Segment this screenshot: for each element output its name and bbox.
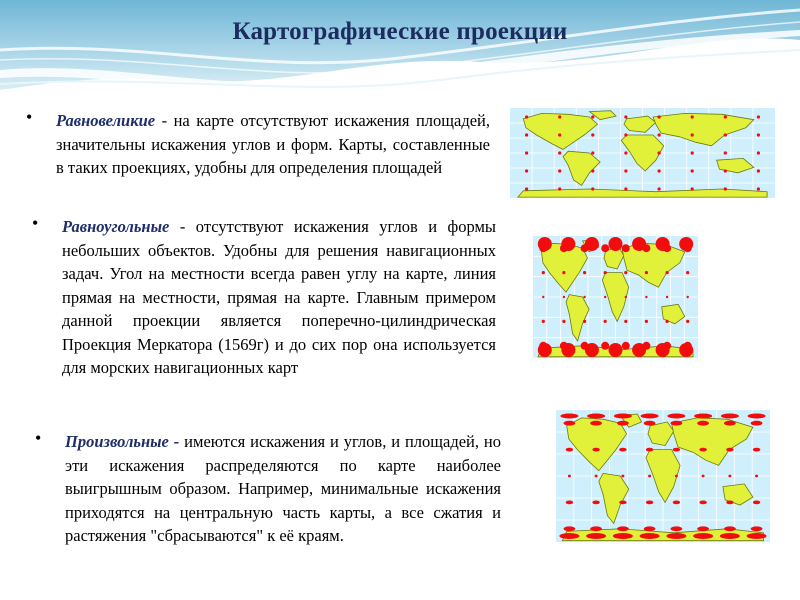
- mercator-map-image: [533, 236, 698, 358]
- header-wave-decoration: [0, 0, 800, 100]
- section-arbitrary-text: [65, 430, 501, 548]
- section-term: Произвольные -: [65, 432, 180, 451]
- section-description: имеются искажения и углов, и площадей, но эти искажения распределяются по карте наиболее выигрышным образом. Например, минимальные искажения приходятся на центральную часть карты, а все сжатия и растяжения "сбрасываются" к её краям.: [65, 432, 501, 545]
- section-conformal-text: [62, 215, 496, 380]
- section-equal-area-text: [56, 109, 490, 180]
- page-title: Картографические проекции: [232, 18, 568, 45]
- map-graphic: [556, 410, 770, 542]
- section-term: Равновеликие: [56, 111, 156, 130]
- arbitrary-projection-map-image: [556, 410, 770, 542]
- section-description: - отсутствуют искажения углов и формы небольших объектов. Удобны для решения навигационных задач. Угол на местности всегда равен углу на карте, линия прямая на местности, прямая на карте. Главным примером данной проекции является поперечно-цилиндрическая Проекция Меркатора (1569г) и до сих пор она используется для морских навигационных карт: [62, 217, 496, 377]
- map-graphic: [533, 236, 698, 358]
- bullet-marker: •: [32, 213, 39, 233]
- bullet-marker: •: [35, 428, 42, 448]
- section-term: Равноугольные: [62, 217, 170, 236]
- map-graphic: [510, 108, 775, 198]
- bullet-marker: •: [26, 107, 33, 127]
- section-description: - на карте отсутствуют искажения площадей, значительны искажения углов и форм. Карты, составленные в таких проекциях, удобны для определения площадей: [56, 111, 490, 177]
- equal-area-map-image: [510, 108, 775, 198]
